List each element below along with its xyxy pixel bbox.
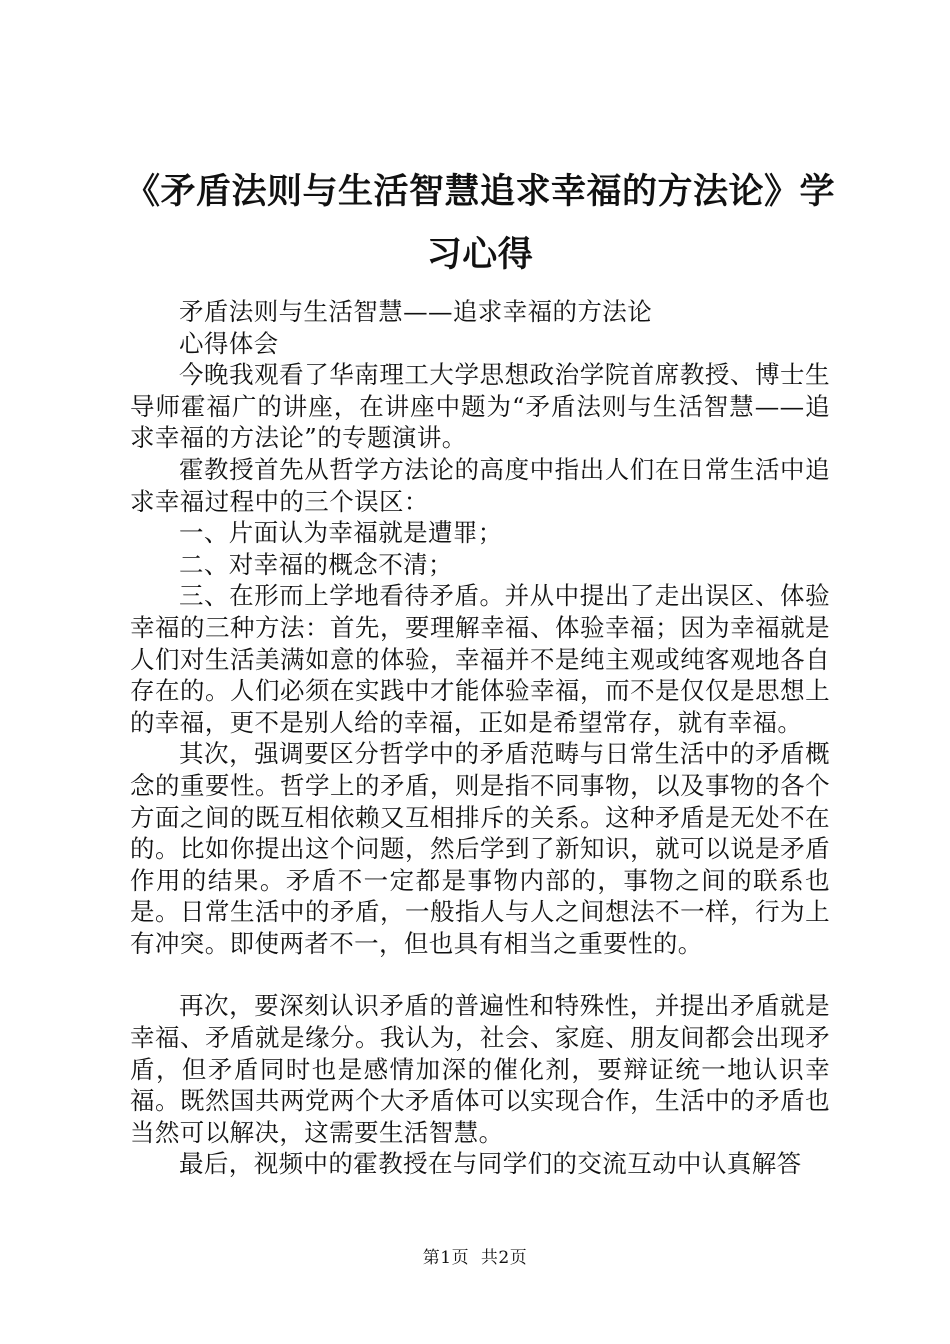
list-item-paragraph: 三、在形而上学地看待矛盾。并从中提出了走出误区、体验幸福的三种方法：首先，要理解幸福、体验幸福；因为幸福就是人们对生活美满如意的体验，幸福并不是纯主观或纯客观地各自存在的。人们必须在实践中才能体验幸福，而不是仅仅是思想上的幸福，更不是别人给的幸福，正如是希望常存，就有幸福。 (130, 581, 830, 737)
heading-paragraph: 心得体会 (179, 328, 279, 358)
body-paragraph: 再次，要深刻认识矛盾的普遍性和特殊性，并提出矛盾就是幸福、矛盾就是缘分。我认为，社会、家庭、朋友间都会出现矛盾，但矛盾同时也是感情加深的催化剂，要辩证统一地认识幸福。既然国共两党两个大矛盾体可以实现合作，生活中的矛盾也当然可以解决，这需要生活智慧。 (130, 991, 830, 1147)
document-body (130, 296, 830, 1180)
body-paragraph: 今晚我观看了华南理工大学思想政治学院首席教授、博士生导师霍福广的讲座，在讲座中题为“矛盾法则与生活智慧——追求幸福的方法论”的专题演讲。 (130, 360, 830, 453)
document-title: 《矛盾法则与生活智慧追求幸福的方法论》学习心得 (124, 171, 835, 275)
subtitle-paragraph: 矛盾法则与生活智慧——追求幸福的方法论 (179, 297, 653, 326)
page-footer (0, 1243, 950, 1268)
body-paragraph: 最后，视频中的霍教授在与同学们的交流互动中认真解答 (179, 1149, 802, 1179)
page-number: 第1页 共2页 (422, 1248, 528, 1268)
body-paragraph: 霍教授首先从哲学方法论的高度中指出人们在日常生活中追求幸福过程中的三个误区： (130, 454, 830, 516)
list-item-paragraph: 二、对幸福的概念不清； (179, 549, 453, 579)
list-item-paragraph: 一、片面认为幸福就是遭罪； (179, 518, 503, 548)
body-paragraph: 其次，强调要区分哲学中的矛盾范畴与日常生活中的矛盾概念的重要性。哲学上的矛盾，则是指不同事物，以及事物的各个方面之间的既互相依赖又互相排斥的关系。这种矛盾是无处不在的。比如你提出这个问题，然后学到了新知识，就可以说是矛盾作用的结果。矛盾不一定都是事物内部的，事物之间的联系也是。日常生活中的矛盾，一般指人与人之间想法不一样，行为上有冲突。即使两者不一，但也具有相当之重要性的。 (130, 739, 830, 958)
